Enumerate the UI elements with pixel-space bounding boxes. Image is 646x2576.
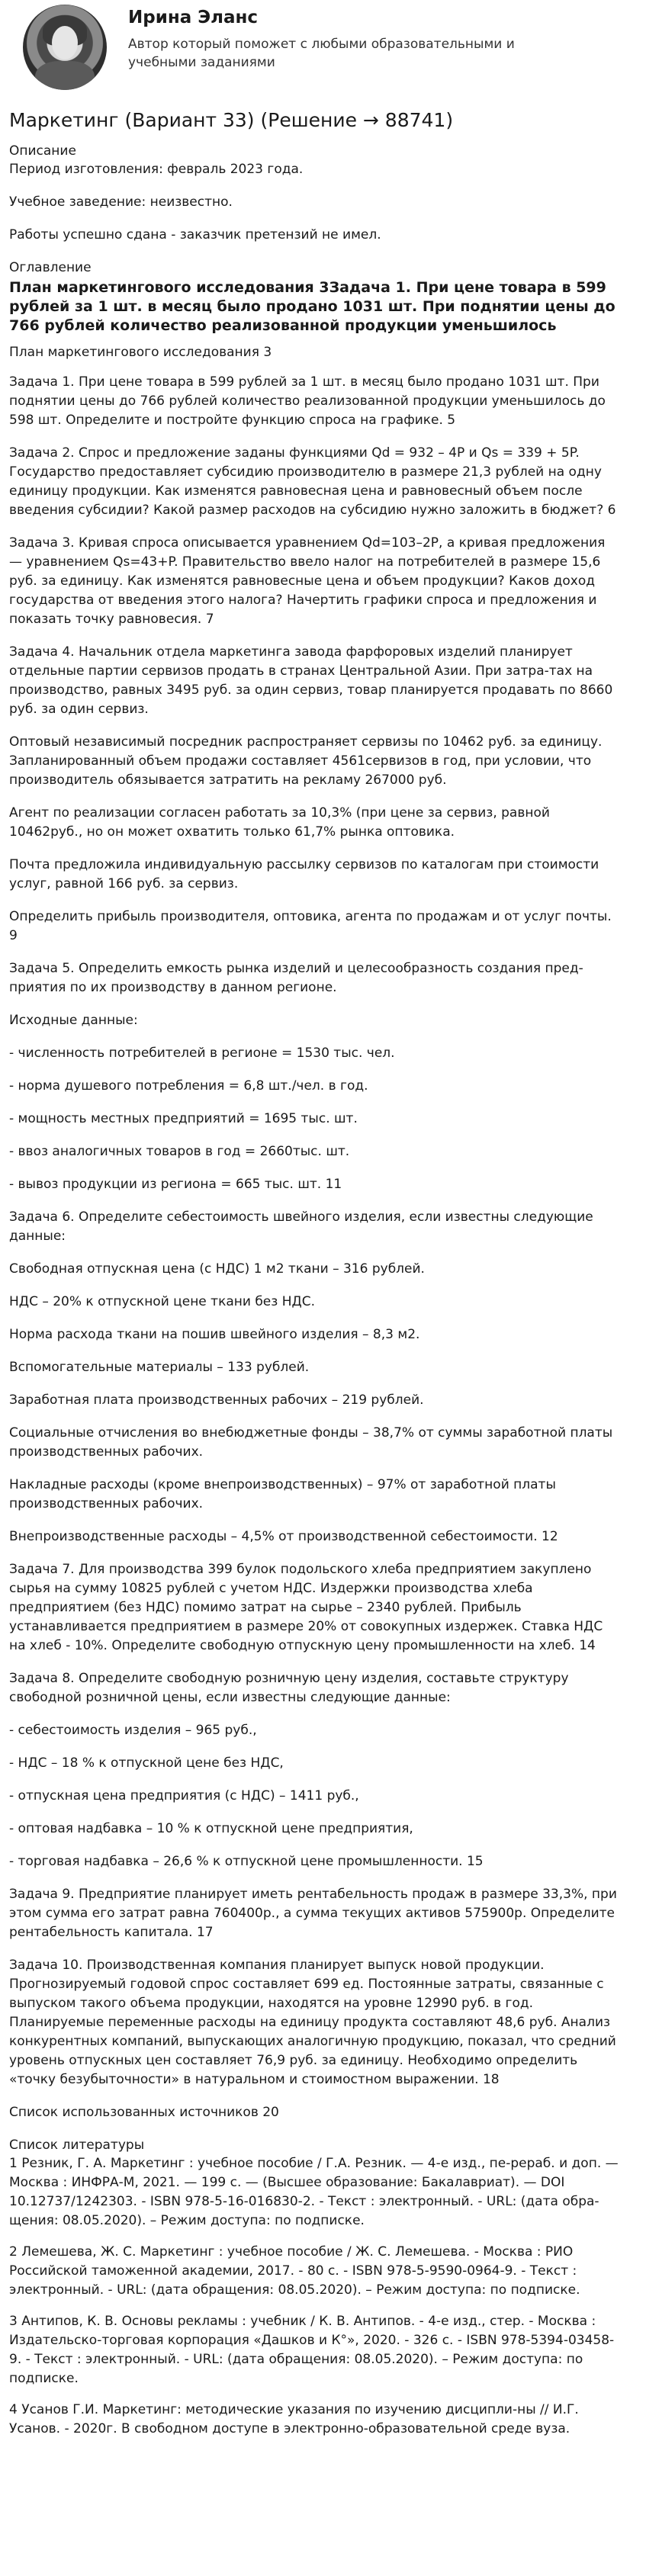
toc-paragraph: Задача 3. Кривая спроса описывается уравнением Qd=103–2P, а кривая предложения — уравнением Qs=43+P. Правительство ввело налог на потребителей в размере 15,6 руб. за единицу. Как изменятся равновесные цена и объем продукции? Каков доход государства от введения этого налога? Начертить графики спроса и предложения и показать точку равновесия. 7 [9, 535, 606, 627]
toc-paragraph: Задача 7. Для производства 399 булок подольского хлеба предприятием закуплено сырья на сумму 10825 рублей с учетом НДС. Издержки производства хлеба предприятием (без НДС) помимо затрат на сырье – 2340 рублей. Прибыль устанавливается предприятием в размере 20% от совокупных издержек. Ставка НДС на хлеб - 10%. Определите свободную отпускную цену промышленности на хлеб. 14 [9, 1562, 603, 1653]
toc-paragraph: Задача 4. Начальник отдела маркетинга завода фарфоровых изделий планирует отдельные партии сервизов продать в странах Центральной Азии. При затра-тах на производство, равных 3495 руб. за один сервиз, товар планируется продавать по 8660 руб. за один сервиз. [9, 644, 613, 717]
author-avatar[interactable] [23, 5, 107, 90]
toc-paragraph: Социальные отчисления во внебюджетные фонды – 38,7% от суммы заработной платы производственных рабочих. [9, 1425, 613, 1460]
description-line: Работы успешно сдана - заказчик претензий не имел. [9, 227, 381, 243]
toc-paragraph: НДС – 20% к отпускной цене ткани без НДС. [9, 1294, 316, 1309]
list-item: - себестоимость изделия – 965 руб., [9, 1723, 257, 1738]
toc-paragraph: Внепроизводственные расходы – 4,5% от производственной себестоимости. 12 [9, 1529, 558, 1544]
reference-item: 3 Антипов, К. В. Основы рекламы : учебник / К. В. Антипов. - 4-е изд., стер. - Москва : Издательско-торговая корпорация «Дашков и К°», 2020. - 326 с. - ISBN 978-5394-03458-9. - Текст : электронный. - URL: (дата обращения: 08.05.2020). – Режим доступа: по подписке. [9, 2314, 615, 2386]
references-label: Список литературы [9, 2138, 145, 2153]
author-description: Автор который поможет с любыми образовательными и учебными заданиями [128, 37, 515, 70]
list-item: - норма душевого потребления = 6,8 шт./чел. в год. [9, 1078, 368, 1094]
list-item: - численность потребителей в регионе = 1530 тыс. чел. [9, 1045, 395, 1061]
description-line: Период изготовления: февраль 2023 года. [9, 162, 304, 177]
reference-item: 2 Лемешева, Ж. С. Маркетинг : учебное пособие / Ж. С. Лемешева. - Москва : РИО Российской таможенной академии, 2017. - 80 с. - ISBN 978-5-9590-0964-9. - Текст : электронный. - URL: (дата обращения: 08.05.2020). – Режим доступа: по подписке. [9, 2244, 580, 2298]
toc-paragraph: Список использованных источников 20 [9, 2105, 279, 2120]
list-item: - вывоз продукции из региона = 665 тыс. шт. 11 [9, 1177, 342, 1192]
list-item: - отпускная цена предприятия (с НДС) – 1411 руб., [9, 1788, 359, 1804]
reference-item: 4 Усанов Г.И. Маркетинг: методические указания по изучению дисципли-ны // И.Г. Усанов. - 2020г. В свободном доступе в электронно-образовательной среде вуза. [9, 2402, 579, 2436]
toc-label: Оглавление [9, 260, 92, 275]
toc-paragraph: Заработная плата производственных рабочих – 219 рублей. [9, 1392, 424, 1408]
toc-paragraph: Свободная отпускная цена (с НДС) 1 м2 ткани – 316 рублей. [9, 1261, 425, 1277]
toc-paragraph: Задача 5. Определить емкость рынка изделий и целесообразность создания пред-приятия по их производству в данном регионе. [9, 961, 583, 995]
toc-paragraph: Норма расхода ткани на пошив швейного изделия – 8,3 м2. [9, 1327, 420, 1342]
page-title: Маркетинг (Вариант 33) (Решение → 88741) [9, 109, 454, 131]
toc-heading: План маркетингового исследования 3Задача 1. При цене товара в 599 рублей за 1 шт. в месяц было продано 1031 шт. При поднятии цены до 766 рублей количество реализованной продукции уменьшилось [9, 279, 615, 334]
toc-paragraph: Задача 1. При цене товара в 599 рублей за 1 шт. в месяц было продано 1031 шт. При поднятии цены до 766 рублей количество реализованной продукции уменьшилось до 598 шт. Определите и постройте функцию спроса на графике. 5 [9, 374, 606, 428]
toc-paragraph: Задача 6. Определите себестоимость швейного изделия, если известны следующие данные: [9, 1209, 593, 1244]
list-item: - оптовая надбавка – 10 % к отпускной цене предприятия, [9, 1821, 413, 1836]
toc-paragraph: Задача 2. Спрос и предложение заданы функциями Qd = 932 – 4P и Qs = 339 + 5P. Государство предоставляет субсидию производителю в размере 21,3 рублей на одну единицу продукции. Как изменятся равновесная цена и равновесный объем после введения субсидии? Какой размер расходов на субсидию нужно заложить в бюджет? 6 [9, 445, 616, 518]
reference-item: 1 Резник, Г. А. Маркетинг : учебное пособие / Г.А. Резник. — 4-е изд., пе-рераб. и доп. — Москва : ИНФРА-М, 2021. — 199 с. — (Высшее образование: Бакалавриат). — DOI 10.12737/1242303. - ISBN 978-5-16-016830-2. - Текст : электронный. - URL: (дата обра-щения: 08.05.2020). – Режим доступа: по подписке. [9, 2156, 619, 2228]
toc-paragraph: Задача 8. Определите свободную розничную цену изделия, составьте структуру свободной розничной цены, если известны следующие данные: [9, 1671, 569, 1705]
toc-body [9, 373, 619, 2122]
description-label: Описание [9, 143, 76, 159]
toc-plan: План маркетингового исследования 3 [9, 345, 272, 360]
toc-paragraph: Почта предложила индивидуальную рассылку сервизов по каталогам при стоимости услуг, равной 166 руб. за сервиз. [9, 857, 599, 891]
references-list [9, 2154, 619, 2439]
list-item: - ввоз аналогичных товаров в год = 2660тыс. шт. [9, 1144, 350, 1159]
toc-paragraph: Исходные данные: [9, 1013, 138, 1028]
toc-paragraph: Агент по реализации согласен работать за 10,3% (при цене за сервиз, равной 10462руб., но он может охватить только 61,7% рынка оптовика. [9, 805, 550, 840]
list-item: - торговая надбавка – 26,6 % к отпускной цене промышленности. 15 [9, 1854, 484, 1869]
toc-paragraph: Задача 10. Производственная компания планирует выпуск новой продукции. Прогнозируемый годовой спрос составляет 699 ед. Постоянные затраты, связанные с выпуском такого объема продукции, находятся на уровне 12990 руб. в год. Планируемые переменные расходы на единицу продукта составляют 48,6 руб. Анализ конкурентных компаний, выпускающих аналогичную продукцию, показал, что средний уровень отпускных цен составляет 76,9 руб. за единицу. Необходимо определить «точку безубыточности» в натуральном и стоимостном выражении. 18 [9, 1958, 616, 2087]
description-line: Учебное заведение: неизвестно. [9, 194, 233, 210]
toc-paragraph: Оптовый независимый посредник распространяет сервизы по 10462 руб. за единицу. Запланированный объем продажи составляет 4561сервизов в год, при условии, что производитель обязывается затратить на рекламу 267000 руб. [9, 734, 603, 788]
author-info [128, 5, 555, 72]
list-item: - НДС – 18 % к отпускной цене без НДС, [9, 1755, 284, 1771]
toc-paragraph: Накладные расходы (кроме внепроизводственных) – 97% от заработной платы производственных рабочих. [9, 1477, 556, 1511]
toc-paragraph: Вспомогательные материалы – 133 рублей. [9, 1360, 310, 1375]
author-name[interactable]: Ирина Эланс [128, 8, 259, 27]
list-item: - мощность местных предприятий = 1695 тыс. шт. [9, 1111, 358, 1126]
toc-paragraph: Определить прибыль производителя, оптовика, агента по продажам и от услуг почты. 9 [9, 909, 612, 943]
toc-paragraph: Задача 9. Предприятие планирует иметь рентабельность продаж в размере 33,3%, при этом сумма его затрат равна 760400р., а сумма текущих активов 575900р. Определите рентабельность капитала. 17 [9, 1887, 617, 1940]
author-card [9, 0, 619, 92]
